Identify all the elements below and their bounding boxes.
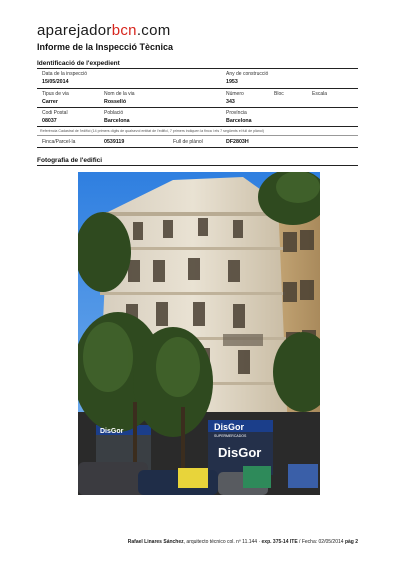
document-title: Informe de la Inspecció Tècnica: [37, 42, 174, 52]
footer-credentials: , arquitecto técnico col. nº 11.144 ·: [183, 539, 262, 545]
row-divider: [37, 107, 358, 108]
row-divider: [37, 88, 358, 89]
shop-sign-disgor-left: DisGor: [100, 428, 124, 435]
footer-author: Rafael Linares Sánchez: [127, 539, 184, 545]
value-codi-postal: 08037: [42, 118, 57, 124]
row-divider: [37, 135, 358, 136]
logo-text-accent: bcn: [111, 22, 137, 39]
label-finca: Finca/Parcel·la: [42, 139, 76, 145]
value-tipus-via: Carrer: [42, 99, 58, 105]
value-data-inspeccio: 15/05/2014: [42, 79, 69, 85]
footer-date: / Fecha: 02/05/2014: [297, 539, 345, 545]
value-finca: 0539119: [104, 139, 125, 145]
row-divider: [37, 126, 358, 127]
shop-sign-supermercados: SUPERMERCADOS: [214, 434, 247, 438]
footer-page-number: pàg 2: [344, 539, 358, 545]
value-poblacio: Barcelona: [104, 118, 130, 124]
footer-signature: [128, 539, 358, 545]
value-numero: 343: [226, 99, 235, 105]
value-full-planol: DF2803H: [226, 139, 249, 145]
label-poblacio: Població: [104, 110, 124, 116]
label-escala: Escala: [312, 91, 328, 97]
footer-expedient: exp. 375-14 ITE: [261, 539, 298, 545]
section-heading-expedient: Identificació de l'expedient: [37, 60, 358, 69]
building-photo: [78, 172, 320, 495]
value-any-construccio: 1953: [226, 79, 238, 85]
label-tipus-via: Tipus de via: [42, 91, 69, 97]
logo-text-2: .com: [136, 22, 171, 39]
label-nom-via: Nom de la via: [104, 91, 135, 97]
row-divider: [37, 147, 358, 148]
logo-text-1: aparejador: [37, 22, 112, 39]
shop-sign-disgor-right: DisGor: [214, 422, 245, 432]
label-bloc: Bloc: [274, 91, 284, 97]
label-codi-postal: Codi Postal: [42, 110, 68, 116]
logo: [37, 22, 171, 39]
label-any-construccio: Any de construcció: [226, 71, 269, 77]
value-nom-via: Rosselló: [104, 99, 127, 105]
cadastral-note: Referència Cadastral de l'edifici (14 primers dígits de qualsevol entitat de l'edifici, 7 primers indiquen la finca i els 7 següents el full de plànol): [40, 129, 264, 133]
value-provincia: Barcelona: [226, 118, 252, 124]
label-full-planol: Full de plànol: [173, 139, 203, 145]
section-heading-fotografia: Fotografia de l'edifici: [37, 157, 358, 166]
label-data-inspeccio: Data de la inspecció: [42, 71, 88, 77]
label-provincia: Província: [226, 110, 247, 116]
label-numero: Número: [226, 91, 244, 97]
shop-sign-disgor-big: DisGor: [218, 445, 262, 460]
